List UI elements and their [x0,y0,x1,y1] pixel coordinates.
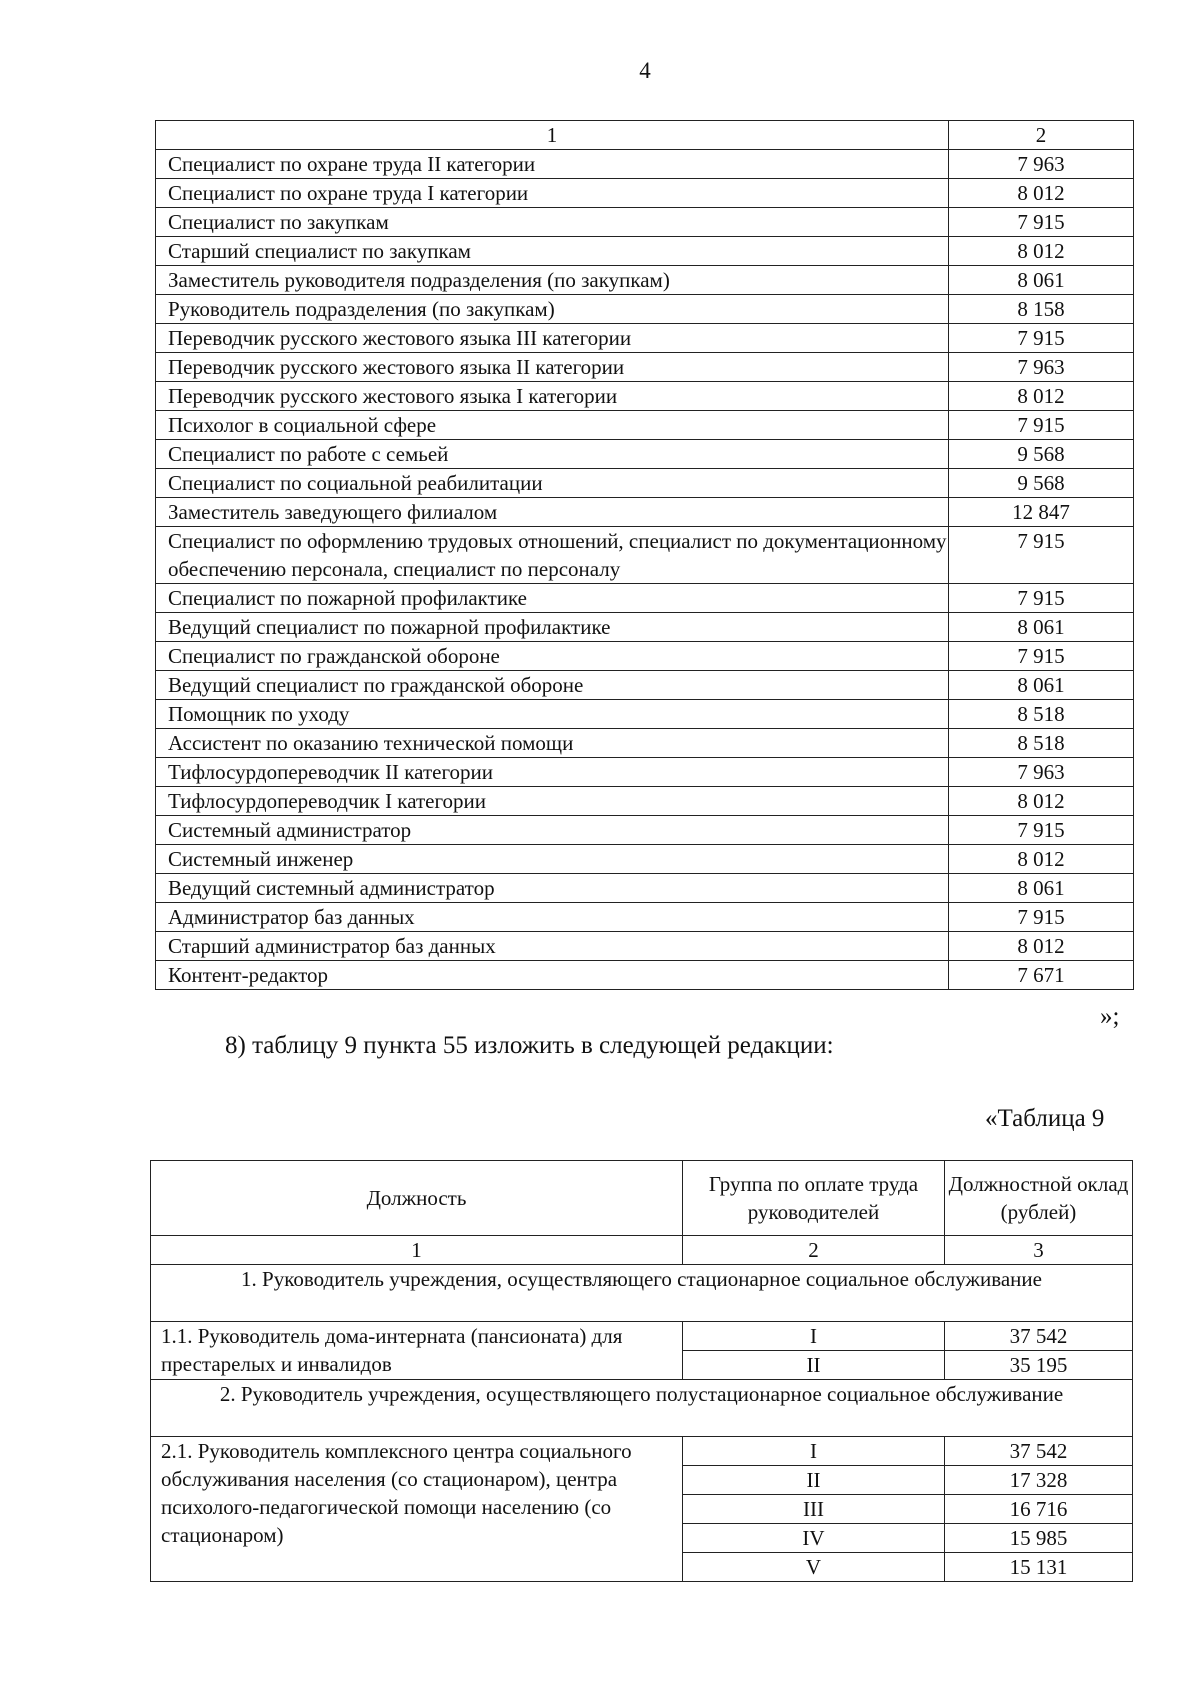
position-name: Специалист по гражданской обороне [156,642,949,671]
table-row [156,642,1134,671]
salary-value: 12 847 [949,498,1134,527]
position-name: Ведущий специалист по пожарной профилактике [156,613,949,642]
table-row [156,584,1134,613]
table-row [156,440,1134,469]
header-group: Группа по оплате труда руководителей [683,1161,945,1236]
amendment-instruction: 8) таблицу 9 пункта 55 изложить в следующей редакции: [225,1032,834,1059]
table-row [156,874,1134,903]
salary-value: 8 061 [949,266,1134,295]
salary-value: 9 568 [949,440,1134,469]
position-name: Руководитель подразделения (по закупкам) [156,295,949,324]
position-name: Специалист по оформлению трудовых отношений, специалист по документационному обеспечению персонала, специалист по персоналу [156,527,949,584]
table-row [156,961,1134,990]
table-row [156,179,1134,208]
position-name: Специалист по работе с семьей [156,440,949,469]
page-number: 4 [639,58,651,83]
salary-value: 37 542 [945,1437,1133,1466]
table-row [156,787,1134,816]
salary-value: 15 131 [945,1553,1133,1582]
table-row [156,266,1134,295]
pay-group: II [683,1466,945,1495]
table-header-row [151,1161,1133,1236]
pay-group: V [683,1553,945,1582]
table-row [151,1437,1133,1466]
closing-quote: »; [1100,1003,1120,1030]
table-header-row [156,121,1134,150]
section-title: 2. Руководитель учреждения, осуществляющего полустационарное социальное обслуживание [151,1380,1133,1437]
salary-value: 8 012 [949,932,1134,961]
salary-value: 15 985 [945,1524,1133,1553]
salary-value: 8 158 [949,295,1134,324]
column-number-2: 2 [683,1236,945,1265]
subsection-position: 1.1. Руководитель дома-интерната (пансионата) для престарелых и инвалидов [151,1322,683,1380]
salary-value: 16 716 [945,1495,1133,1524]
table-row [156,845,1134,874]
position-name: Специалист по охране труда I категории [156,179,949,208]
table-row [156,729,1134,758]
table-row [156,411,1134,440]
table-row [156,527,1134,584]
section-row [151,1380,1133,1437]
section-row [151,1265,1133,1322]
salary-value: 8 012 [949,845,1134,874]
table-caption: «Таблица 9 [985,1105,1105,1132]
table-row [156,353,1134,382]
table-row [156,295,1134,324]
salary-value: 7 915 [949,816,1134,845]
salary-value: 7 671 [949,961,1134,990]
table-row [156,324,1134,353]
salary-value: 17 328 [945,1466,1133,1495]
position-name: Помощник по уходу [156,700,949,729]
pay-group: I [683,1322,945,1351]
table-row [156,671,1134,700]
salary-value: 8 012 [949,787,1134,816]
position-name: Ведущий системный администратор [156,874,949,903]
table-row [151,1322,1133,1351]
position-name: Специалист по закупкам [156,208,949,237]
salary-value: 8 012 [949,179,1134,208]
position-name: Системный администратор [156,816,949,845]
table-row [156,613,1134,642]
header-position: Должность [151,1161,683,1236]
pay-group: II [683,1351,945,1380]
table-9 [150,1160,1133,1582]
position-name: Специалист по охране труда II категории [156,150,949,179]
position-name: Старший администратор баз данных [156,932,949,961]
position-name: Переводчик русского жестового языка I категории [156,382,949,411]
salary-value: 37 542 [945,1322,1133,1351]
table-row [156,816,1134,845]
salary-value: 7 915 [949,208,1134,237]
column-number-1: 1 [151,1236,683,1265]
salary-value: 8 012 [949,237,1134,266]
table-row [156,700,1134,729]
salary-value: 7 963 [949,150,1134,179]
position-name: Заместитель руководителя подразделения (по закупкам) [156,266,949,295]
position-name: Специалист по социальной реабилитации [156,469,949,498]
salary-value: 8 518 [949,729,1134,758]
table-row [156,932,1134,961]
pay-group: III [683,1495,945,1524]
table-row [156,208,1134,237]
position-name: Системный инженер [156,845,949,874]
position-name: Тифлосурдопереводчик II категории [156,758,949,787]
salary-value: 7 915 [949,527,1134,584]
position-name: Контент-редактор [156,961,949,990]
salary-value: 7 915 [949,584,1134,613]
salary-value: 7 915 [949,324,1134,353]
pay-group: I [683,1437,945,1466]
table-row [156,903,1134,932]
salary-value: 7 963 [949,758,1134,787]
salary-value: 8 061 [949,874,1134,903]
salary-value: 8 061 [949,613,1134,642]
pay-group: IV [683,1524,945,1553]
salary-value: 7 915 [949,642,1134,671]
position-name: Администратор баз данных [156,903,949,932]
salary-value: 7 915 [949,903,1134,932]
position-name: Тифлосурдопереводчик I категории [156,787,949,816]
position-name: Ведущий специалист по гражданской обороне [156,671,949,700]
position-name: Психолог в социальной сфере [156,411,949,440]
salary-table-continuation [155,120,1134,990]
table-row [156,150,1134,179]
subsection-position: 2.1. Руководитель комплексного центра социального обслуживания населения (со стационаром), центра психолого-педагогической помощи населению (со стационаром) [151,1437,683,1582]
column-number-1: 1 [156,121,949,150]
column-numbers-row [151,1236,1133,1265]
header-salary: Должностной оклад (рублей) [945,1161,1133,1236]
column-number-2: 2 [949,121,1134,150]
salary-value: 8 518 [949,700,1134,729]
column-number-3: 3 [945,1236,1133,1265]
position-name: Старший специалист по закупкам [156,237,949,266]
position-name: Специалист по пожарной профилактике [156,584,949,613]
table-row [156,382,1134,411]
salary-value: 7 915 [949,411,1134,440]
table-row [156,469,1134,498]
salary-value: 9 568 [949,469,1134,498]
section-title: 1. Руководитель учреждения, осуществляющего стационарное социальное обслуживание [151,1265,1133,1322]
table-row [156,498,1134,527]
position-name: Переводчик русского жестового языка II категории [156,353,949,382]
salary-value: 35 195 [945,1351,1133,1380]
salary-value: 8 061 [949,671,1134,700]
salary-value: 8 012 [949,382,1134,411]
position-name: Ассистент по оказанию технической помощи [156,729,949,758]
salary-value: 7 963 [949,353,1134,382]
position-name: Заместитель заведующего филиалом [156,498,949,527]
position-name: Переводчик русского жестового языка III категории [156,324,949,353]
table-row [156,758,1134,787]
table-row [156,237,1134,266]
